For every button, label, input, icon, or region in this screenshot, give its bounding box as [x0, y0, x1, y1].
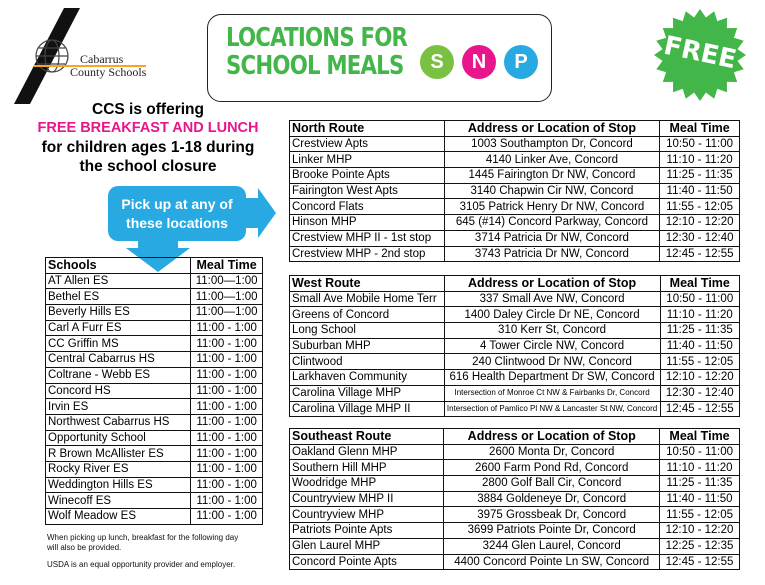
school-row: [46, 320, 263, 336]
school-name: Irvin ES: [46, 399, 191, 415]
stop-name: Brooke Pointe Apts: [290, 168, 445, 184]
stop-address: Intersection of Pamlico Pl NW & Lancaster St NW, Concord: [444, 401, 660, 417]
banner-title-line-1: LOCATIONS FOR: [226, 23, 408, 53]
school-name: Bethel ES: [46, 289, 191, 305]
school-meal-time: 11:00 - 1:00: [191, 414, 263, 430]
school-row: [46, 383, 263, 399]
stop-row: [290, 183, 740, 199]
stop-meal-time: 11:55 - 12:05: [660, 507, 740, 523]
stop-name: Linker MHP: [290, 152, 445, 168]
stop-row: [290, 554, 740, 570]
stop-name: Clintwood: [290, 354, 445, 370]
route-header-row: [290, 121, 740, 137]
stop-meal-time: 11:40 - 11:50: [660, 491, 740, 507]
stop-row: [290, 476, 740, 492]
logo-line-1: Cabarrus: [80, 52, 124, 66]
meal-time-header: Meal Time: [660, 429, 740, 445]
stop-address: 1445 Fairington Dr NW, Concord: [444, 168, 659, 184]
stop-address: 310 Kerr St, Concord: [444, 323, 660, 339]
callout-line-1: Pick up at any of: [121, 196, 233, 212]
snp-p-icon: P: [504, 45, 538, 79]
stop-row: [290, 136, 740, 152]
route-name: Southeast Route: [290, 429, 444, 445]
school-name: Concord HS: [46, 383, 191, 399]
stop-meal-time: 11:40 - 11:50: [660, 338, 739, 354]
stop-address: Intersection of Monroe Ct NW & Fairbanks Dr, Concord: [444, 385, 660, 401]
school-name: Opportunity School: [46, 430, 191, 446]
school-row: [46, 493, 263, 509]
intro-line-4: the school closure: [79, 158, 217, 175]
school-name: AT Allen ES: [46, 273, 191, 289]
school-meal-time: 11:00 - 1:00: [191, 461, 263, 477]
southeast-route-table: [289, 428, 740, 570]
stop-row: [290, 385, 740, 401]
stop-address: 3699 Patriots Pointe Dr, Concord: [444, 523, 660, 539]
stop-row: [290, 246, 740, 262]
stop-address: 3975 Grossbeak Dr, Concord: [444, 507, 660, 523]
stop-meal-time: 11:40 - 11:50: [660, 183, 740, 199]
address-header: Address or Location of Stop: [444, 121, 659, 137]
stop-meal-time: 12:45 - 12:55: [660, 246, 740, 262]
stop-address: 4400 Concord Pointe Ln SW, Concord: [444, 554, 660, 570]
school-name: Weddington Hills ES: [46, 477, 191, 493]
school-row: [46, 273, 263, 289]
stop-meal-time: 12:10 - 12:20: [660, 370, 739, 386]
school-row: [46, 509, 263, 525]
route-name: North Route: [290, 121, 445, 137]
stop-name: Woodridge MHP: [290, 476, 444, 492]
route-header-row: [290, 429, 740, 445]
stop-row: [290, 507, 740, 523]
stop-name: Larkhaven Community: [290, 370, 445, 386]
stop-row: [290, 444, 740, 460]
banner-title: [226, 24, 407, 80]
stop-address: 1003 Southampton Dr, Concord: [444, 136, 659, 152]
stop-name: Crestview Apts: [290, 136, 445, 152]
stop-address: 337 Small Ave NW, Concord: [444, 291, 660, 307]
stop-meal-time: 12:30 - 12:40: [660, 385, 739, 401]
stop-meal-time: 10:50 - 11:00: [660, 136, 740, 152]
school-name: Winecoff ES: [46, 493, 191, 509]
route-name: West Route: [290, 276, 445, 292]
stop-address: 2600 Farm Pond Rd, Concord: [444, 460, 660, 476]
stop-meal-time: 12:45 - 12:55: [660, 401, 739, 417]
school-row: [46, 352, 263, 368]
school-name: Carl A Furr ES: [46, 320, 191, 336]
banner-title-line-2: SCHOOL MEALS: [226, 51, 404, 81]
school-name: Wolf Meadow ES: [46, 509, 191, 525]
stop-name: Carolina Village MHP II: [290, 401, 445, 417]
school-meal-time: 11:00 - 1:00: [191, 336, 263, 352]
stop-meal-time: 11:25 - 11:35: [660, 168, 740, 184]
school-name: Beverly Hills ES: [46, 305, 191, 321]
stop-meal-time: 11:55 - 12:05: [660, 199, 740, 215]
stop-row: [290, 323, 740, 339]
school-row: [46, 305, 263, 321]
lunch-footnote: When picking up lunch, breakfast for the following day will also be provided.: [47, 533, 239, 552]
school-row: [46, 367, 263, 383]
stop-name: Countryview MHP: [290, 507, 444, 523]
stop-meal-time: 12:30 - 12:40: [660, 230, 740, 246]
school-row: [46, 289, 263, 305]
stop-address: 2800 Golf Ball Cir, Concord: [444, 476, 660, 492]
stop-name: Concord Flats: [290, 199, 445, 215]
stop-name: Crestview MHP - 2nd stop: [290, 246, 445, 262]
school-name: CC Griffin MS: [46, 336, 191, 352]
stop-meal-time: 10:50 - 11:00: [660, 444, 740, 460]
school-name: Central Cabarrus HS: [46, 352, 191, 368]
school-row: [46, 461, 263, 477]
school-meal-time: 11:00 - 1:00: [191, 399, 263, 415]
stop-row: [290, 460, 740, 476]
stop-meal-time: 12:25 - 12:35: [660, 538, 740, 554]
school-meal-time: 11:00—1:00: [191, 289, 263, 305]
stop-address: 4140 Linker Ave, Concord: [444, 152, 659, 168]
stop-name: Patriots Pointe Apts: [290, 523, 444, 539]
school-meal-time: 11:00 - 1:00: [191, 477, 263, 493]
callout-line-2: these locations: [126, 215, 228, 231]
school-meal-time: 11:00 - 1:00: [191, 352, 263, 368]
stop-row: [290, 338, 740, 354]
stop-name: Fairington West Apts: [290, 183, 445, 199]
stop-address: 3244 Glen Laurel, Concord: [444, 538, 660, 554]
school-meal-time: 11:00 - 1:00: [191, 509, 263, 525]
intro-line-3: for children ages 1-18 during: [41, 139, 255, 156]
stop-meal-time: 11:55 - 12:05: [660, 354, 739, 370]
stop-name: Oakland Glenn MHP: [290, 444, 444, 460]
stop-row: [290, 491, 740, 507]
school-name: R Brown McAllister ES: [46, 446, 191, 462]
school-name: Coltrane - Webb ES: [46, 367, 191, 383]
school-meal-time: 11:00 - 1:00: [191, 367, 263, 383]
meal-time-header: Meal Time: [660, 121, 740, 137]
schools-header: Schools: [46, 258, 191, 274]
stop-address: 3140 Chapwin Cir NW, Concord: [444, 183, 659, 199]
stop-name: Glen Laurel MHP: [290, 538, 444, 554]
school-meal-time: 11:00—1:00: [191, 305, 263, 321]
stop-address: 2600 Monta Dr, Concord: [444, 444, 660, 460]
stop-row: [290, 291, 740, 307]
address-header: Address or Location of Stop: [444, 429, 660, 445]
snp-n-icon: N: [462, 45, 496, 79]
stop-address: 3884 Goldeneye Dr, Concord: [444, 491, 660, 507]
stop-meal-time: 11:10 - 11:20: [660, 460, 740, 476]
stop-row: [290, 401, 740, 417]
stop-row: [290, 230, 740, 246]
stop-name: Carolina Village MHP: [290, 385, 445, 401]
school-row: [46, 430, 263, 446]
intro-highlight: FREE BREAKFAST AND LUNCH: [37, 120, 259, 136]
route-header-row: [290, 276, 740, 292]
cabarrus-logo: [10, 8, 150, 108]
intro-line-1: CCS is offering: [92, 101, 204, 118]
stop-row: [290, 538, 740, 554]
usda-footnote: USDA is an equal opportunity provider and employer.: [47, 560, 236, 569]
stop-name: Small Ave Mobile Home Terr: [290, 291, 445, 307]
school-meal-time: 11:00 - 1:00: [191, 430, 263, 446]
stop-meal-time: 10:50 - 11:00: [660, 291, 739, 307]
stop-name: Greens of Concord: [290, 307, 445, 323]
free-label: FREE: [661, 30, 739, 76]
stop-address: 240 Clintwood Dr NW, Concord: [444, 354, 660, 370]
stop-address: 3743 Patricia Dr NW, Concord: [444, 246, 659, 262]
stop-name: Crestview MHP II - 1st stop: [290, 230, 445, 246]
meal-time-header: Meal Time: [191, 258, 263, 274]
school-meal-time: 11:00 - 1:00: [191, 320, 263, 336]
stop-row: [290, 199, 740, 215]
meal-time-header: Meal Time: [660, 276, 739, 292]
school-row: [46, 399, 263, 415]
callout-text: [108, 195, 246, 233]
school-row: [46, 477, 263, 493]
stop-name: Suburban MHP: [290, 338, 445, 354]
north-route-table: [289, 120, 740, 262]
stop-name: Long School: [290, 323, 445, 339]
school-row: [46, 414, 263, 430]
stop-address: 3714 Patricia Dr NW, Concord: [444, 230, 659, 246]
stop-address: 616 Health Department Dr SW, Concord: [444, 370, 660, 386]
snp-s-icon: S: [420, 45, 454, 79]
stop-row: [290, 370, 740, 386]
stop-address: 645 (#14) Concord Parkway, Concord: [444, 215, 659, 231]
stop-meal-time: 11:10 - 11:20: [660, 152, 740, 168]
address-header: Address or Location of Stop: [444, 276, 660, 292]
stop-row: [290, 523, 740, 539]
stop-meal-time: 12:45 - 12:55: [660, 554, 740, 570]
school-row: [46, 336, 263, 352]
logo-line-2: County Schools: [70, 65, 147, 79]
stop-meal-time: 11:25 - 11:35: [660, 323, 739, 339]
stop-meal-time: 12:10 - 12:20: [660, 523, 740, 539]
school-meal-time: 11:00 - 1:00: [191, 446, 263, 462]
schools-table: [45, 257, 263, 525]
west-route-table: [289, 275, 740, 417]
school-row: [46, 446, 263, 462]
stop-name: Concord Pointe Apts: [290, 554, 444, 570]
stop-meal-time: 11:10 - 11:20: [660, 307, 739, 323]
stop-address: 1400 Daley Circle Dr NE, Concord: [444, 307, 660, 323]
logo-text: [70, 52, 147, 79]
stop-name: Countryview MHP II: [290, 491, 444, 507]
school-meal-time: 11:00 - 1:00: [191, 493, 263, 509]
school-name: Rocky River ES: [46, 461, 191, 477]
school-name: Northwest Cabarrus HS: [46, 414, 191, 430]
stop-row: [290, 354, 740, 370]
stop-name: Hinson MHP: [290, 215, 445, 231]
stop-row: [290, 152, 740, 168]
stop-address: 3105 Patrick Henry Dr NW, Concord: [444, 199, 659, 215]
stop-row: [290, 168, 740, 184]
stop-meal-time: 11:25 - 11:35: [660, 476, 740, 492]
stop-name: Southern Hill MHP: [290, 460, 444, 476]
stop-address: 4 Tower Circle NW, Concord: [444, 338, 660, 354]
free-badge: [650, 5, 750, 105]
school-meal-time: 11:00—1:00: [191, 273, 263, 289]
stop-row: [290, 307, 740, 323]
stop-row: [290, 215, 740, 231]
stop-meal-time: 12:10 - 12:20: [660, 215, 740, 231]
school-meal-time: 11:00 - 1:00: [191, 383, 263, 399]
title-banner: [207, 14, 552, 102]
intro-text: [18, 100, 278, 176]
schools-header-row: [46, 258, 263, 274]
